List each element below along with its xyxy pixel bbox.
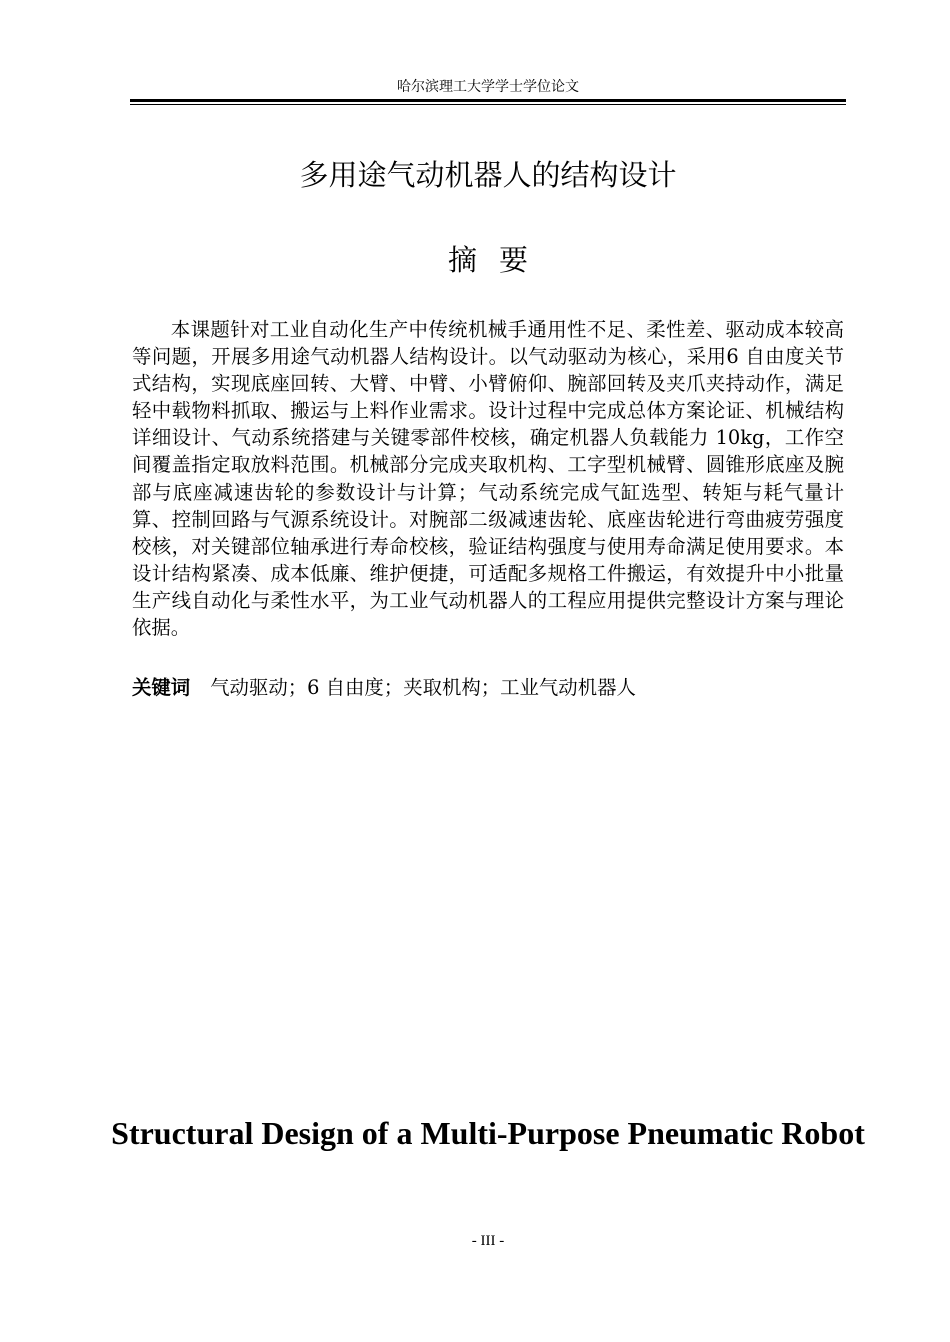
abstract-heading: 摘要 bbox=[447, 243, 550, 277]
header-rule-thin bbox=[130, 104, 846, 105]
header-rule-thick bbox=[130, 99, 846, 102]
running-header: 哈尔滨理工大学学士学位论文 bbox=[397, 79, 579, 95]
keywords-line bbox=[132, 674, 844, 701]
page-number: - III - bbox=[471, 1233, 505, 1249]
chinese-title: 多用途气动机器人的结构设计 bbox=[299, 158, 677, 192]
abstract-body: 本课题针对工业自动化生产中传统机械手通用性不足、柔性差、驱动成本较高等问题，开展多用途气动机器人结构设计。以气动驱动为核心，采用6 自由度关节式结构，实现底座回转、大臂、中臂、小臂俯仰、腕部回转及夹爪夹持动作，满足轻中载物料抓取、搬运与上料作业需求。设计过程中完成总体方案论证、机械结构详细设计、气动系统搭建与关键零部件校核，确定机器人负载能力 10kg，工作空间覆盖指定取放料范围。机械部分完成夹取机构、工字型机械臂、圆锥形底座及腕部与底座减速齿轮的参数设计与计算；气动系统完成气缸选型、转矩与耗气量计算、控制回路与气源系统设计。对腕部二级减速齿轮、底座齿轮进行弯曲疲劳强度校核，对关键部位轴承进行寿命校核，验证结构强度与使用寿命满足使用要求。本设计结构紧凑、成本低廉、维护便捷，可适配多规格工件搬运，有效提升中小批量生产线自动化与柔性水平，为工业气动机器人的工程应用提供完整设计方案与理论依据。 bbox=[132, 318, 844, 640]
keywords-label: 关键词 bbox=[132, 676, 191, 699]
keywords-text: 气动驱动；6 自由度；夹取机构；工业气动机器人 bbox=[210, 676, 636, 699]
english-title: Structural Design of a Multi-Purpose Pneumatic Robot bbox=[111, 1115, 865, 1151]
